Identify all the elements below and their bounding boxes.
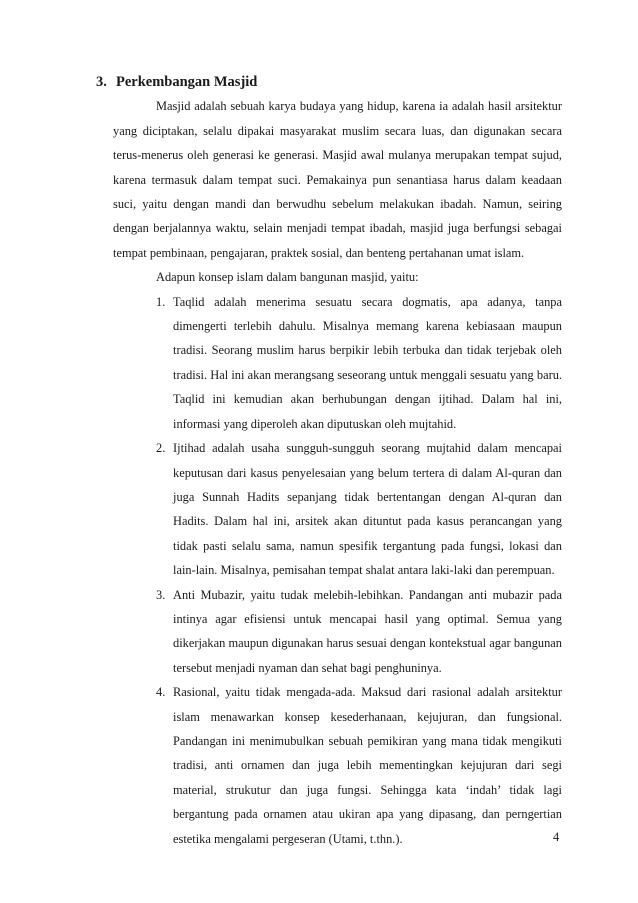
page-content [96,70,562,851]
list-item-text: Anti Mubazir, yaitu tudak melebih-lebihkan. Pandangan anti mubazir pada intinya agar efisiensi untuk mencapai hasil yang optimal. Semua yang dikerjakan maupun digunakan harus sesuai dengan kontekstual agar bangunan tersebut menjadi nyaman dan sehat bagi penghuninya. [173,587,562,675]
section-number: 3. [96,74,107,90]
list-marker: 3. [156,587,166,602]
list-item [156,680,562,851]
paragraph-masjid: Masjid adalah sebuah karya budaya yang hidup, karena ia adalah hasil arsitektur yang diciptakan, selalu dipakai masyarakat muslim secara luas, dan digunakan secara terus-menerus oleh generasi ke generasi. Masjid awal mulanya merupakan tempat sujud, karena termasuk dalam tempat suci. Pemakainya pun senantiasa harus dalam keadaan suci, yaitu dengan mandi dan berwudhu sebelum melakukan ibadah. Namun, seiring dengan berjalannya waktu, selain menjadi tempat ibadah, masjid juga berfungsi sebagai tempat pembinaan, pengajaran, praktek sosial, dan benteng pertahanan umat islam. [113,99,562,260]
intro-sentence: Adapun konsep islam dalam bangunan masjid, yaitu: [156,270,419,285]
list-item-text: Ijtihad adalah usaha sungguh-sungguh seorang mujtahid dalam mencapai keputusan dari kasus penyelesaian yang belum tertera di dalam Al-quran dan juga Sunnah Hadits sepanjang tidak bertentangan dengan Al-quran dan Hadits. Dalam hal ini, arsitek akan dituntut pada kasus perancangan yang tidak pasti selalu sama, namun spesifik tergantung pada fungsi, lokasi dan lain-lain. Misalnya, pemisahan tempat shalat antara laki-laki dan perempuan. [173,441,562,578]
list-item [156,583,562,681]
list-marker: 2. [156,441,166,456]
concept-list [96,290,562,851]
section-heading [96,70,562,94]
list-item-text: Rasional, yaitu tidak mengada-ada. Maksud dari rasional adalah arsitektur islam menawarkan konsep kesederhanaan, kejujuran, dan fungsional. Pandangan ini menimubulkan sebuah pemikiran yang mana tidak mengikuti tradisi, anti ornamen dan juga lebih mementingkan kejujuran dari segi material, strukutur dan juga fungsi. Sehingga kata ‘indah’ tidak lagi bergantung pada ornamen atau ukiran apa yang dipasang, dan perngertian estetika mengalami pergeseran (Utami, t.thn.). [173,685,562,846]
list-item-text: Taqlid adalah menerima sesuatu secara dogmatis, apa adanya, tanpa dimengerti terlebih dahulu. Misalnya memang karena kebiasaan maupun tradisi. Seorang muslim harus berpikir lebih terbuka dan tidak terjebak oleh tradisi. Hal ini akan merangsang seseorang untuk menggali sesuatu yang baru. Taqlid ini kemudian akan berhubungan dengan ijtihad. Dalam hal ini, informasi yang diperoleh akan diputuskan oleh mujtahid. [173,294,562,431]
list-marker: 4. [156,685,166,700]
list-item [156,436,562,582]
list-item [156,290,562,436]
list-marker: 1. [156,294,166,309]
section-title: Perkembangan Masjid [116,74,258,90]
page-number: 4 [553,830,560,844]
